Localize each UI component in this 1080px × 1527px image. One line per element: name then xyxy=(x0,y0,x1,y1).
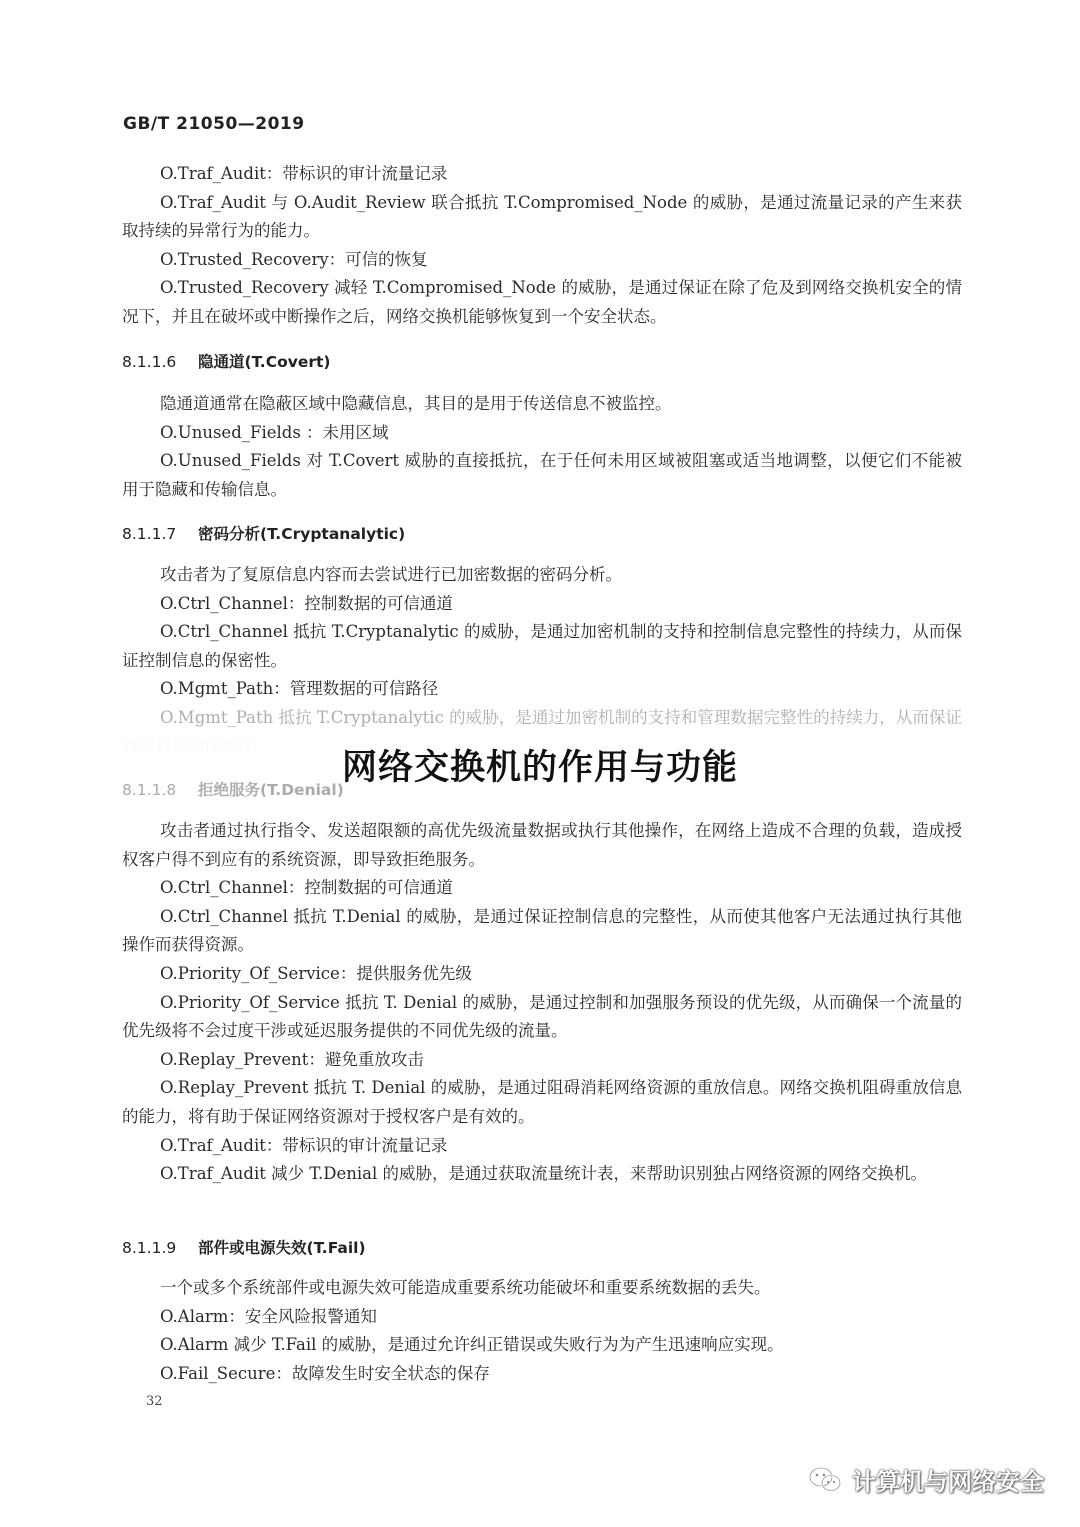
paragraph: O.Traf_Audit：带标识的审计流量记录 xyxy=(160,164,448,183)
paragraph: O.Traf_Audit 减少 T.Denial 的威胁，是通过获取流量统计表，来帮助识别独占网络资源的网络交换机。 xyxy=(160,1164,927,1184)
section-8-1-1-9-body xyxy=(122,1274,962,1388)
paragraph: O.Fail_Secure：故障发生时安全状态的保存 xyxy=(160,1363,490,1383)
section-number: 8.1.1.8 xyxy=(122,781,177,799)
paragraph: O.Replay_Prevent：避免重放攻击 xyxy=(160,1049,424,1069)
paragraph: O.Traf_Audit：带标识的审计流量记录 xyxy=(160,1135,448,1155)
paragraph: 隐通道通常在隐蔽区域中隐藏信息，其目的是用于传送信息不被监控。 xyxy=(160,394,672,413)
section-title: 密码分析(T.Cryptanalytic) xyxy=(198,525,406,543)
paragraph: O.Mgmt_Path：管理数据的可信路径 xyxy=(160,679,439,699)
standard-number: GB/T 21050—2019 xyxy=(123,114,305,134)
section-number: 8.1.1.7 xyxy=(122,525,177,543)
paragraph: 一个或多个系统部件或电源失效可能造成重要系统功能破坏和重要系统数据的丢失。 xyxy=(160,1278,771,1297)
page-number: 32 xyxy=(146,1394,163,1409)
paragraph: O.Ctrl_Channel：控制数据的可信通道 xyxy=(160,593,453,613)
section-heading xyxy=(122,1236,962,1258)
paragraph: O.Alarm：安全风险报警通知 xyxy=(160,1306,377,1326)
section-8-1-1-6-body xyxy=(122,390,962,504)
section-number: 8.1.1.9 xyxy=(122,1239,177,1257)
faded-paragraph: O.Mgmt_Path 抵抗 T.Cryptanalytic 的威胁，是通过加密机制的支持和管理数据完整性的持续力，从而保证 xyxy=(160,707,962,727)
section-8-1-1-8-body xyxy=(122,817,962,1189)
watermark-text: 计算机与网络安全 xyxy=(852,1468,1044,1496)
paragraph: O.Unused_Fields ：未用区域 xyxy=(160,422,389,442)
section-8-1-1-7-body xyxy=(122,561,962,761)
paragraph: 攻击者为了复原信息内容而去尝试进行已加密数据的密码分析。 xyxy=(160,565,622,584)
paragraph: O.Unused_Fields 对 T.Covert 威胁的直接抵抗，在于任何未用区域被阻塞或适当地调整，以便它们不能被用于隐藏和传输信息。 xyxy=(122,451,962,499)
section-8-1-1-7 xyxy=(122,522,962,544)
paragraph: O.Trusted_Recovery 减轻 T.Compromised_Node 的威胁，是通过保证在除了危及到网络交换机安全的情况下，并且在破坏或中断操作之后，网络交换机能够恢复到一个安全状态。 xyxy=(122,278,962,326)
paragraph: O.Alarm 减少 T.Fail 的威胁，是通过允许纠正错误或失败行为为产生迅速响应实现。 xyxy=(160,1335,784,1355)
wechat-icon xyxy=(808,1465,844,1495)
section-heading xyxy=(122,522,962,544)
section-8-1-1-8 xyxy=(122,778,962,800)
watermark xyxy=(808,1462,1044,1497)
section-title: 隐通道(T.Covert) xyxy=(198,353,331,371)
paragraph: O.Replay_Prevent 抵抗 T. Denial 的威胁，是通过阻碍消耗网络资源的重放信息。网络交换机阻碍重放信息的能力，将有助于保证网络资源对于授权客户是有效的。 xyxy=(122,1078,962,1126)
section-8-1-1-6 xyxy=(122,350,962,372)
paragraph: O.Priority_Of_Service 抵抗 T. Denial 的威胁，是通过控制和加强服务预设的优先级，从而确保一个流量的优先级将不会过度干涉或延迟服务提供的不同优先级的流量。 xyxy=(122,992,962,1041)
paragraph: O.Ctrl_Channel 抵抗 T.Denial 的威胁，是通过保证控制信息的完整性，从而使其他客户无法通过执行其他操作而获得资源。 xyxy=(122,906,962,955)
section-title: 拒绝服务(T.Denial) xyxy=(198,781,344,799)
section-traf-audit xyxy=(122,160,962,332)
paragraph: 攻击者通过执行指令、发送超限额的高优先级流量数据或执行其他操作，在网络上造成不合理的负载，造成授权客户得不到应有的系统资源，即导致拒绝服务。 xyxy=(122,821,962,869)
section-title: 部件或电源失效(T.Fail) xyxy=(198,1239,366,1257)
section-8-1-1-9 xyxy=(122,1236,962,1258)
section-heading xyxy=(122,778,962,800)
paragraph: O.Ctrl_Channel 抵抗 T.Cryptanalytic 的威胁，是通过加密机制的支持和控制信息完整性的持续力，从而保证控制信息的保密性。 xyxy=(122,622,962,670)
paragraph: O.Trusted_Recovery：可信的恢复 xyxy=(160,249,428,269)
section-heading xyxy=(122,350,962,372)
paragraph: O.Ctrl_Channel：控制数据的可信通道 xyxy=(160,878,453,898)
paragraph: O.Traf_Audit 与 O.Audit_Review 联合抵抗 T.Compromised_Node 的威胁，是通过流量记录的产生来获取持续的异常行为的能力。 xyxy=(122,192,962,241)
section-number: 8.1.1.6 xyxy=(122,353,177,371)
paragraph: O.Priority_Of_Service：提供服务优先级 xyxy=(160,963,472,983)
banner-title: 网络交换机的作用与功能 xyxy=(341,748,738,788)
